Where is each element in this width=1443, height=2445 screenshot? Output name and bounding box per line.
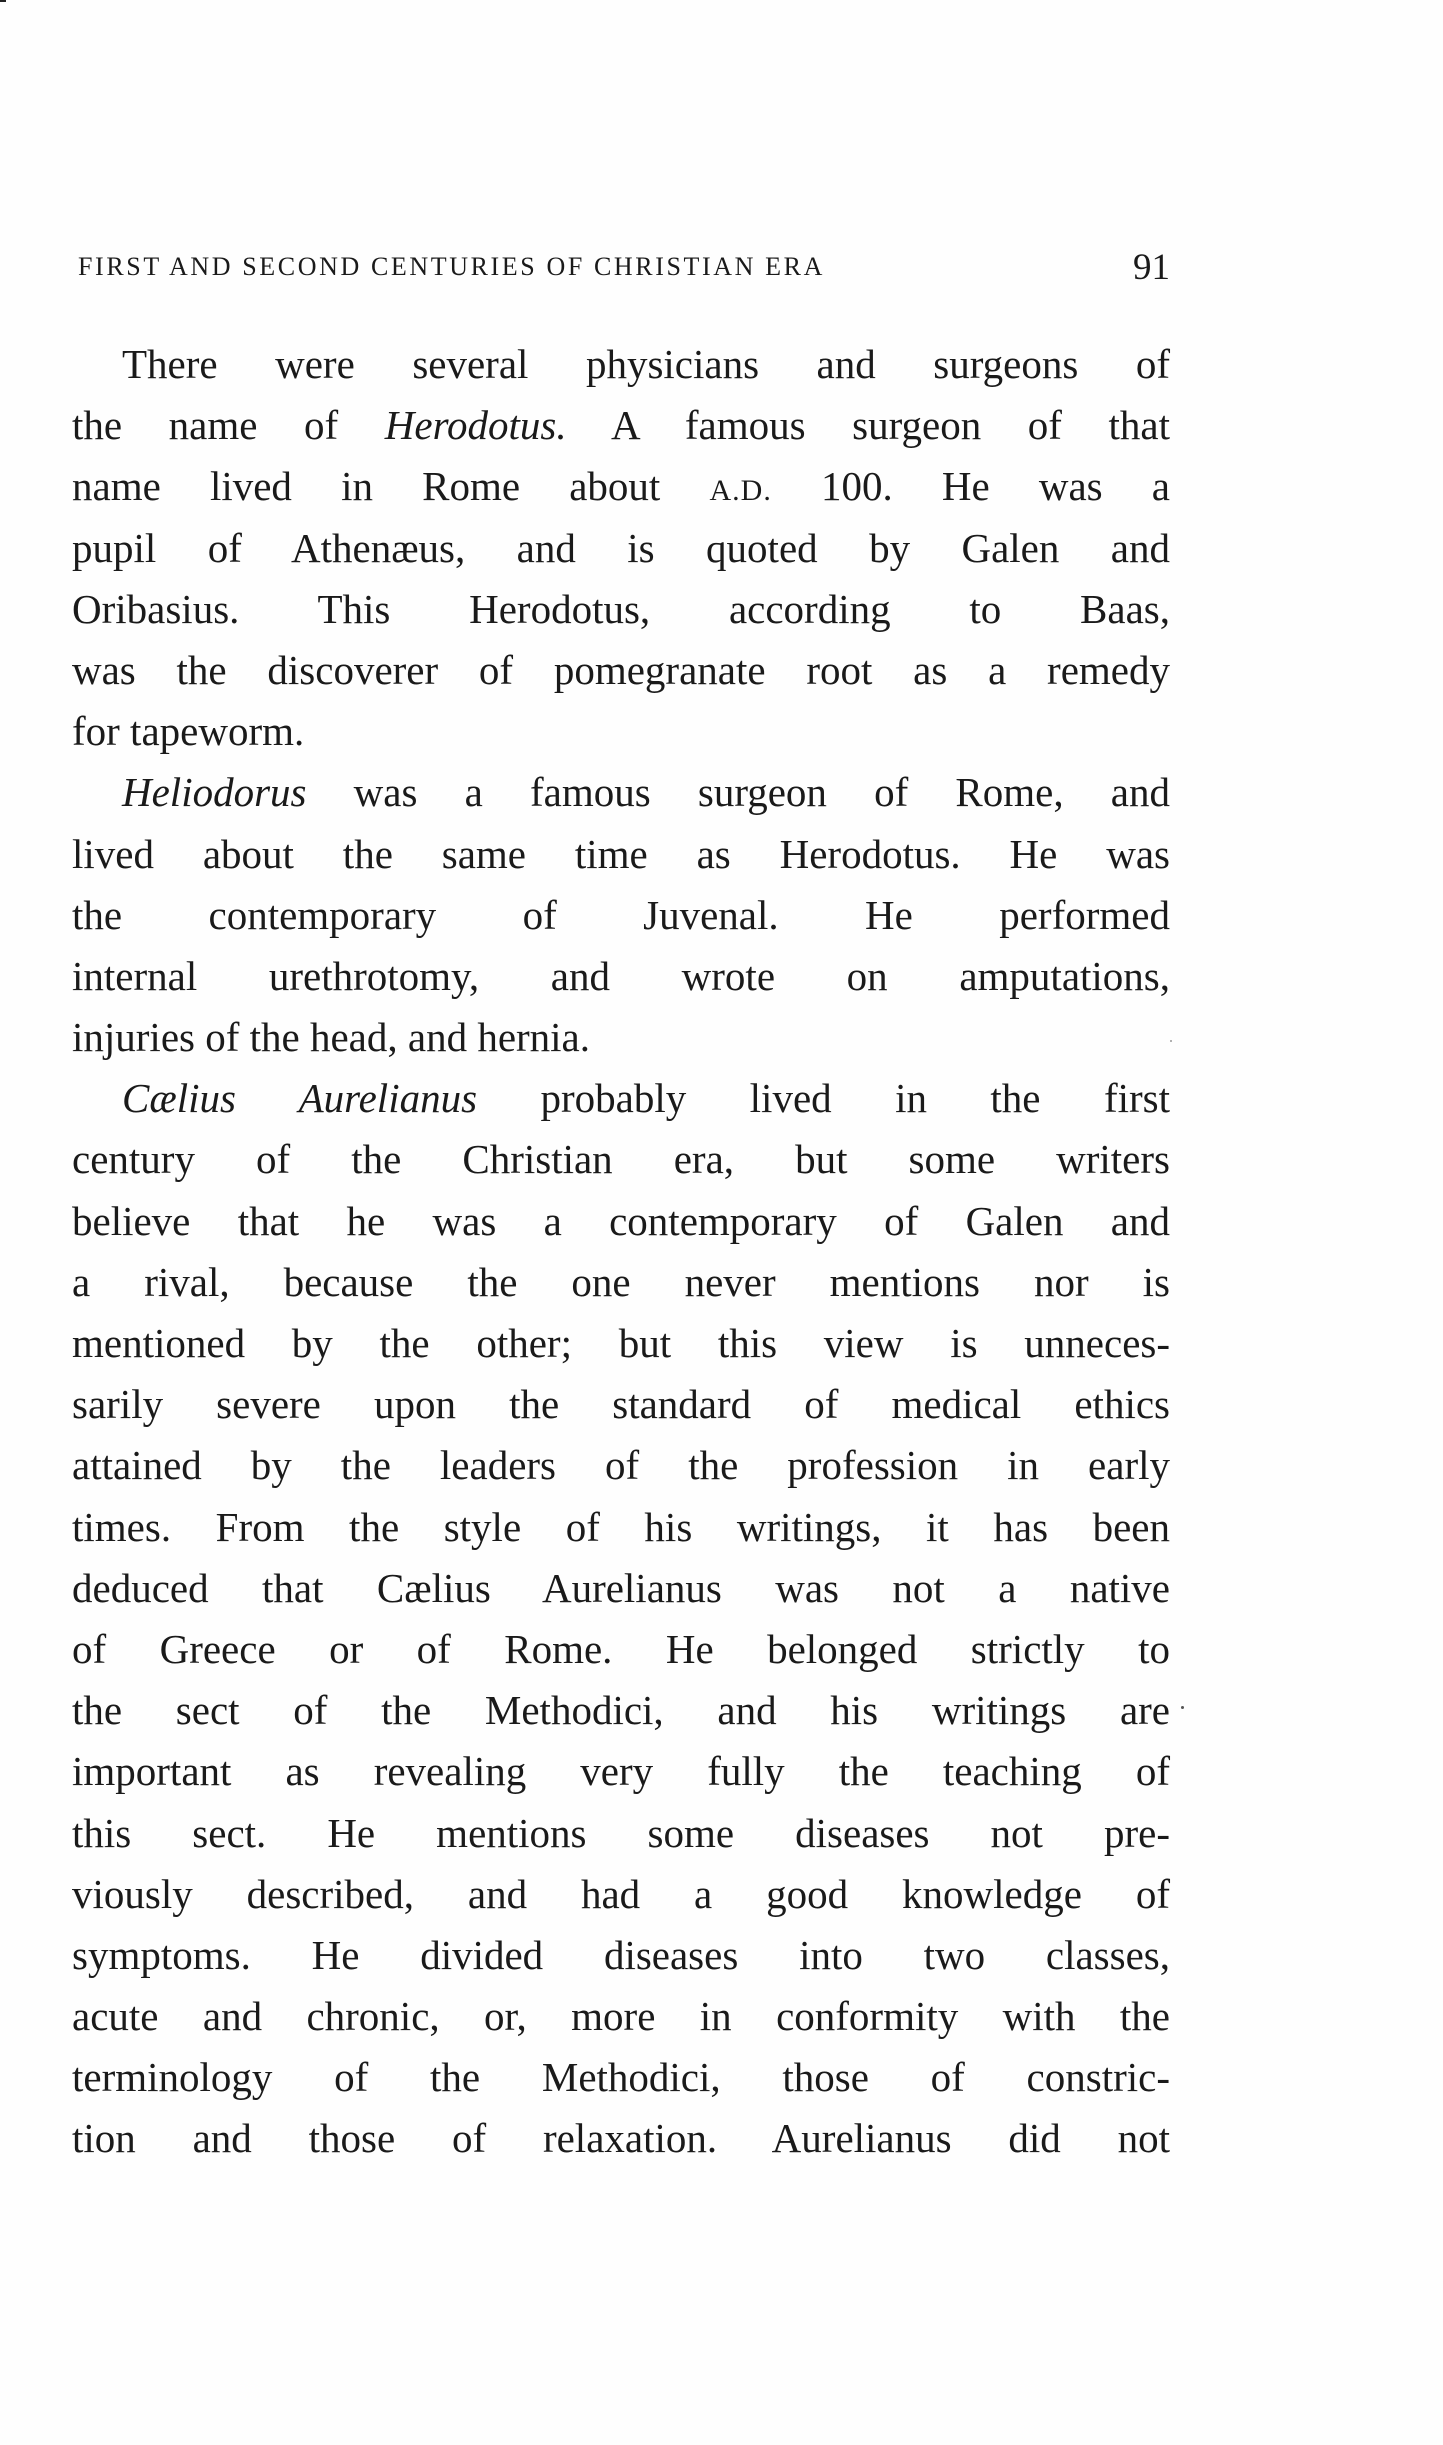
text-line [72,1252,1170,1313]
text-line [72,1129,1170,1190]
text-line [72,1313,1170,1374]
text-line [72,762,1170,823]
text-run: of Greece or of Rome. He belonged strictly to [72,1625,1170,1672]
paragraph [72,334,1170,762]
text-run: mentioned by the other; but this view is unneces- [72,1320,1170,1366]
text-run: was a famous surgeon of Rome, and [306,769,1170,816]
text-line [72,1558,1170,1619]
running-head-title: FIRST AND SECOND CENTURIES OF CHRISTIAN ERA [78,252,825,281]
text-line [72,1191,1170,1252]
paragraph [72,762,1170,1068]
text-run: was the discoverer of pomegranate root as a remedy [72,646,1170,693]
running-head [78,246,1170,286]
text-run: attained by the leaders of the profession in early [72,1442,1170,1489]
text-run: 100. He was a [771,463,1170,510]
text-run: viously described, and had a good knowledge of [72,1870,1170,1917]
text-line [72,579,1170,640]
scan-corner-mark [0,0,6,2]
text-line [72,1986,1170,2047]
scan-speck [1170,1040,1172,1042]
text-line [72,1435,1170,1496]
text-line [72,701,1170,762]
text-run: internal urethrotomy, and wrote on amputations, [72,952,1170,999]
text-run: probably lived in the first [477,1075,1170,1122]
text-line [72,2047,1170,2108]
text-line [72,946,1170,1007]
text-run: times. From the style of his writings, it has been [72,1503,1170,1550]
text-run: name lived in Rome about [72,463,710,510]
italic-text-run: Herodotus. [384,402,567,449]
text-line [72,1007,1170,1068]
text-run: There were several physicians and surgeons of [122,341,1170,387]
text-run: acute and chronic, or, more in conformity with the [72,1993,1170,2040]
text-line [72,1619,1170,1680]
text-run: sarily severe upon the standard of medical ethics [72,1381,1170,1428]
text-line [72,1680,1170,1741]
text-run: terminology of the Methodici, those of constric- [72,2054,1170,2101]
text-line [72,824,1170,885]
text-line [72,885,1170,946]
text-line [72,334,1170,395]
text-run: the contemporary of Juvenal. He performed [72,891,1170,938]
text-line [72,395,1170,456]
text-line [72,1374,1170,1435]
text-run: the name of [72,402,385,449]
small-caps-text-run: A.D. [709,474,772,508]
text-run: injuries of the head, and hernia. [72,1014,591,1061]
text-run: Oribasius. This Herodotus, according to Baas, [72,585,1170,632]
text-run: important as revealing very fully the teaching of [72,1748,1170,1795]
body-text [72,334,1170,2170]
text-run: century of the Christian era, but some writers [72,1136,1170,1183]
text-run: the sect of the Methodici, and his writings are [72,1687,1170,1734]
text-line [72,518,1170,579]
text-line [72,1864,1170,1925]
page-number: 91 [1133,247,1170,288]
text-line [72,640,1170,701]
text-line [72,1741,1170,1802]
italic-text-run: Cælius Aurelianus [122,1075,478,1122]
text-line [72,1925,1170,1986]
text-run: symptoms. He divided diseases into two classes, [72,1931,1170,1978]
text-run: A famous surgeon of that [566,402,1171,449]
text-run: for tapeworm. [72,708,305,755]
text-run: pupil of Athenæus, and is quoted by Galen and [72,524,1170,571]
text-run: a rival, because the one never mentions nor is [72,1258,1170,1305]
italic-text-run: Heliodorus [122,769,307,816]
text-line [72,1803,1170,1864]
scan-speck [1181,1706,1184,1709]
text-run: lived about the same time as Herodotus. He was [72,830,1170,877]
paragraph [72,1068,1170,2169]
text-run: this sect. He mentions some diseases not pre- [72,1809,1170,1856]
text-line [72,2108,1170,2169]
text-run: believe that he was a contemporary of Galen and [72,1197,1170,1244]
text-line [72,1068,1170,1129]
text-run: tion and those of relaxation. Aurelianus did not [72,2115,1170,2162]
text-run: deduced that Cælius Aurelianus was not a native [72,1564,1170,1611]
text-line [72,456,1170,517]
text-line [72,1497,1170,1558]
